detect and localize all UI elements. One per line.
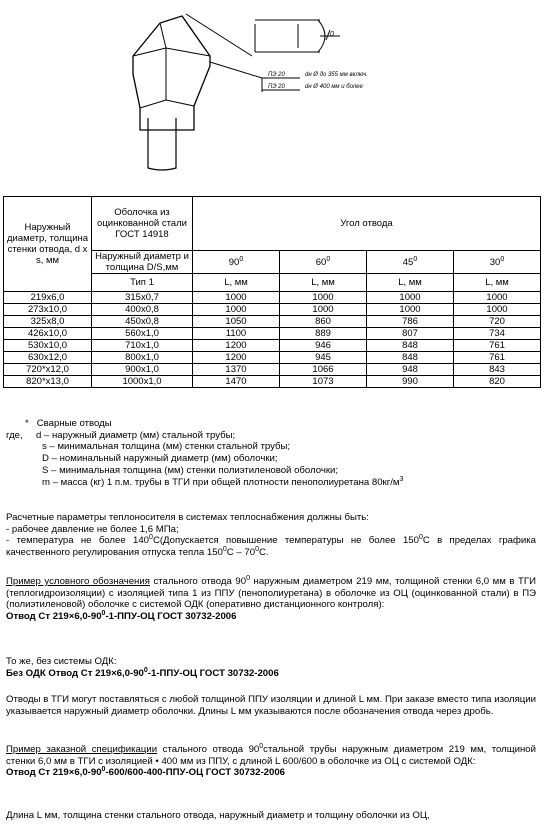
cell: 990 (367, 376, 454, 388)
same-block (6, 656, 536, 679)
cell: 273х10,0 (4, 304, 92, 316)
legend-S: S – минимальная толщина (мм) стенки полиэтиленовой оболочки; (42, 464, 339, 476)
table-row (4, 352, 541, 364)
footnote-star: * (25, 418, 29, 429)
cell: 807 (367, 328, 454, 340)
example-block: Пример условного обозначения стального отвода $90^0$ наружным диаметром 219 мм, толщиной стенки 6,0 мм в ТГИ (теплогидроизоляции) с изоляцией типа 1 из ППУ (пенополиуретана) в оболочке из ОЦ (оцинкованной стали) в ПЭ (полиэтиленовой) оболочке с системой ОДК (оперативно дистанционного контроля): Отвод Ст $219\times 6,0-90^0-1-ППУ-ОЦ$ ГОСТ 30732-2006 (6, 574, 536, 622)
legend-s: s – минимальная толщина (мм) стенки стальной трубы; (42, 441, 291, 453)
example-lead: Пример условного обозначения (6, 576, 150, 587)
cell: 734 (454, 328, 541, 340)
elbow-spec-table (3, 196, 541, 388)
params-title: Расчетные параметры теплоносителя в системах теплоснабжения должны быть: (6, 512, 369, 523)
l-unit-header: L, мм (454, 274, 541, 292)
l-unit-header: L, мм (367, 274, 454, 292)
cell: 1200 (193, 352, 280, 364)
cell: 1470 (193, 376, 280, 388)
table-row (4, 340, 541, 352)
cell: 720 (454, 316, 541, 328)
cell: 1000 (367, 304, 454, 316)
table-row (4, 328, 541, 340)
angle-90-header: $90^0$ (193, 251, 280, 274)
cell: 820*х13,0 (4, 376, 92, 388)
table-row (4, 292, 541, 304)
cell: 1000 (193, 292, 280, 304)
cell: 1100 (193, 328, 280, 340)
supply-note: Отводы в ТГИ могут поставляться с любой толщиной ППУ изоляции и длиной L мм. При заказе вместо типа изоляции указывается наружный диаметр оболочки. Длины L мм указываются после обозначения отвода через дробь. (6, 694, 536, 717)
legend-notes (6, 418, 403, 488)
cell: 948 (367, 364, 454, 376)
cell: 325х8,0 (4, 316, 92, 328)
cell: 1000 (280, 304, 367, 316)
table-row (4, 376, 541, 388)
cell: 900х1,0 (92, 364, 193, 376)
range-note-2: dн Ø 400 мм и более (305, 84, 363, 90)
cell: 1000 (454, 304, 541, 316)
cell: 889 (280, 328, 367, 340)
cell: 400х0,8 (92, 304, 193, 316)
shell-label-2: ПЭ 20 (268, 84, 285, 90)
legend-m: m – масса (кг) 1 п.м. трубы в ТГИ при общей плотности пенополиуретана $80кг/м^3$ (42, 475, 404, 488)
col-diameter-header: Наружный диаметр, толщина стенки отвода, d x s, мм (4, 197, 92, 292)
example-code: Отвод Ст $219\times 6,0-90^0-1-ППУ-ОЦ$ ГОСТ 30732-2006 (6, 609, 237, 622)
table-row (4, 304, 541, 316)
cell: 786 (367, 316, 454, 328)
bottom-line: Длина L мм, толщина стенки стального отвода, наружный диаметр и толщину оболочки из ОЦ, (6, 810, 430, 821)
cell: 1050 (193, 316, 280, 328)
same-line: То же, без системы ОДК: (6, 656, 117, 667)
cell: 1370 (193, 364, 280, 376)
cell: 315х0,7 (92, 292, 193, 304)
type1-header: Тип 1 (92, 274, 193, 292)
shell-subheader: Наружный диаметр и толщина D/S,мм (92, 251, 193, 274)
cell: 720*х12,0 (4, 364, 92, 376)
cell: 946 (280, 340, 367, 352)
cell: 560х1,0 (92, 328, 193, 340)
range-note-1: dн Ø до 355 мм включ. (305, 72, 368, 78)
cell: 860 (280, 316, 367, 328)
order-block: Пример заказной спецификации стального отвода $90^0стальной$ трубы наружным диаметром 219 мм, толщиной стенки 6,0 мм в ТГИ с изоляцией • 400 мм из ППУ, с длиной L 600/600 в оболочке из ОЦ с системой ОДК: Отвод Ст $219\times 6,0-90^0-600/600-400-ППУ-ОЦ$ ГОСТ 30732-2006 (6, 742, 536, 779)
cell: 1000 (280, 292, 367, 304)
table-row (4, 364, 541, 376)
cell: 450х0,8 (92, 316, 193, 328)
where-label: где, (6, 429, 23, 441)
order-lead: Пример заказной спецификации (6, 744, 158, 755)
cell: 1000 (367, 292, 454, 304)
cell: 800х1,0 (92, 352, 193, 364)
shell-label-1: ПЭ 20 (268, 72, 285, 78)
cell: 761 (454, 352, 541, 364)
l-unit-header: L, мм (280, 274, 367, 292)
angle-60-header: $60^0$ (280, 251, 367, 274)
l-unit-header: L, мм (193, 274, 280, 292)
cell: 710х1,0 (92, 340, 193, 352)
cell: 945 (280, 352, 367, 364)
cell: 630х12,0 (4, 352, 92, 364)
cell: 848 (367, 352, 454, 364)
cell: 820 (454, 376, 541, 388)
dim-label: 0 (330, 31, 334, 38)
cell: 1066 (280, 364, 367, 376)
cell: 530х10,0 (4, 340, 92, 352)
legend-d: d – наружный диаметр (мм) стальной трубы; (36, 429, 236, 441)
elbow-drawing (0, 0, 544, 175)
order-code: Отвод Ст $219\times 6,0-90^0-600/600-400-ППУ-ОЦ$ ГОСТ 30732-2006 (6, 766, 286, 779)
cell: 1000 (193, 304, 280, 316)
legend-D: D – номинальный наружный диаметр (мм) оболочки; (42, 453, 278, 465)
cell: 426х10,0 (4, 328, 92, 340)
cell: 1073 (280, 376, 367, 388)
cell: 1000х1,0 (92, 376, 193, 388)
params-temperature: - температура не более $140^0С(Допускается$ повышение температуры не более $150^0С$ в пределах графика качественного регулирования отпуска тепла $150^0С - 70^0С$. (6, 534, 536, 558)
angle-30-header: $30^0$ (454, 251, 541, 274)
welded-note: Сварные отводы (36, 418, 112, 429)
table-row (4, 316, 541, 328)
params-pressure: - рабочее давление не более 1,6 МПа; (6, 523, 179, 535)
params-block (6, 512, 536, 558)
cell: 761 (454, 340, 541, 352)
cell: 1000 (454, 292, 541, 304)
cell: 843 (454, 364, 541, 376)
cell: 848 (367, 340, 454, 352)
cell: 1200 (193, 340, 280, 352)
shell-header: Оболочка из оцинкованной стали ГОСТ 14918 (92, 197, 193, 251)
angle-45-header: $45^0$ (367, 251, 454, 274)
same-code: Без ОДК Отвод Ст $219\times 6,0-90^0-1-ППУ-ОЦ$ ГОСТ 30732-2006 (6, 666, 279, 679)
cell: 219х6,0 (4, 292, 92, 304)
angle-header: Угол отвода (193, 197, 541, 251)
